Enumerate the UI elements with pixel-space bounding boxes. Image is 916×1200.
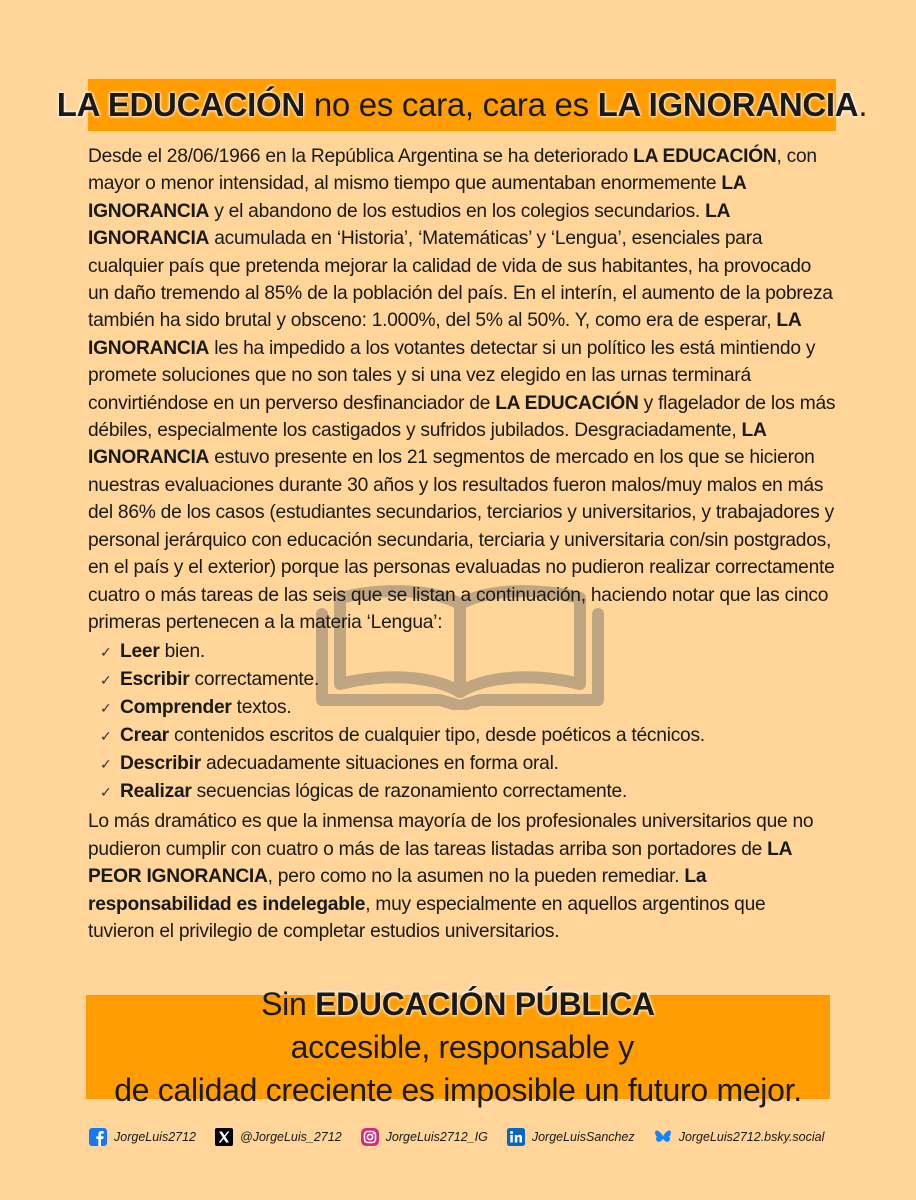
check-icon: ✓ bbox=[100, 756, 112, 773]
conclusion-text: Lo más dramático es que la inmensa mayoría de los profesionales universitarios que no pudieron cumplir con cuatro o más de las tareas listadas arriba son portadores de bbox=[88, 811, 814, 860]
task-verb: Escribir bbox=[120, 669, 190, 691]
closing-line-2: de calidad creciente es imposible un futuro mejor. bbox=[114, 1071, 802, 1108]
task-verb: Realizar bbox=[120, 781, 192, 803]
list-item bbox=[100, 666, 836, 694]
conclusion-emphasis: LA PEOR IGNORANCIA bbox=[88, 838, 792, 888]
conclusion-paragraph bbox=[88, 808, 836, 945]
closing-banner bbox=[86, 985, 830, 1108]
list-item bbox=[100, 722, 836, 750]
task-rest: textos. bbox=[231, 697, 292, 719]
closing-line-1 bbox=[86, 983, 830, 1069]
x-icon bbox=[214, 1127, 234, 1147]
social-handle: JorgeLuis2712.bsky.social bbox=[678, 1130, 825, 1144]
title-middle: no es cara, cara es bbox=[304, 86, 598, 123]
intro-text: y flagelador de los más débiles, especialmente los castigados y sufridos jubilados. Desgraciadamente, bbox=[88, 392, 836, 442]
intro-emphasis: LA EDUCACIÓN bbox=[495, 392, 639, 414]
conclusion-text: , muy especialmente en aquellos argentinos que tuvieron el privilegio de completar estudios universitarios. bbox=[88, 893, 766, 942]
task-verb: Describir bbox=[120, 753, 201, 775]
list-item bbox=[100, 694, 836, 722]
intro-emphasis: LA IGNORANCIA bbox=[88, 420, 766, 469]
task-rest: secuencias lógicas de razonamiento correctamente. bbox=[191, 781, 628, 803]
instagram-icon bbox=[360, 1127, 380, 1147]
task-rest: correctamente. bbox=[189, 669, 320, 691]
intro-text: Desde el 28/06/1966 en la República Argentina se ha deteriorado bbox=[88, 146, 634, 167]
task-verb: Comprender bbox=[120, 697, 232, 719]
social-link-x[interactable] bbox=[214, 1127, 342, 1147]
check-icon: ✓ bbox=[100, 784, 112, 801]
conclusion-emphasis: La responsabilidad es indelegable bbox=[88, 866, 707, 915]
task-verb: Leer bbox=[120, 641, 160, 663]
task-list bbox=[88, 638, 836, 806]
task-rest: contenidos escritos de cualquier tipo, desde poéticos a técnicos. bbox=[168, 725, 705, 747]
check-icon: ✓ bbox=[100, 644, 112, 661]
social-handle: JorgeLuis2712_IG bbox=[385, 1130, 488, 1144]
social-handle: JorgeLuis2712 bbox=[114, 1130, 197, 1144]
task-verb: Crear bbox=[120, 725, 169, 747]
social-link-instagram[interactable] bbox=[360, 1127, 488, 1147]
task-rest: adecuadamente situaciones en forma oral. bbox=[200, 753, 559, 775]
closing-strong: EDUCACIÓN PÚBLICA bbox=[315, 985, 655, 1022]
intro-text: estuvo presente en los 21 segmentos de mercado en los que se hicieron nuestras evaluaciones durante 30 años y los resultados fueron malos/muy malos en más del 86% de los casos (estudiantes secundarios, terciarios y universitarios, y trabajadores y personal jerárquico con educación secundaria, terciaria y universitaria con/sin postgrados, en el país y el exterior) porque las personas evaluadas no pudieron realizar correctamente cuatro o más tareas de las seis que se listan a continuación, haciendo notar que las cinco primeras pertenecen a la materia ‘Lengua’: bbox=[88, 447, 835, 633]
check-icon: ✓ bbox=[100, 728, 112, 745]
conclusion-text: , pero como no la asumen no la pueden remediar. bbox=[267, 866, 685, 888]
intro-emphasis: LA IGNORANCIA bbox=[88, 310, 801, 359]
facebook-icon bbox=[88, 1127, 108, 1147]
intro-text: les ha impedido a los votantes detectar si un político les está mintiendo y promete soluciones que no son tales y si una vez elegido en las urnas terminará convirtiéndose en un perverso desfinanciador de bbox=[88, 337, 816, 414]
closing-post: accesible, responsable y bbox=[282, 1028, 634, 1065]
list-item bbox=[100, 638, 836, 666]
intro-emphasis: LA IGNORANCIA bbox=[88, 200, 730, 250]
body-text bbox=[88, 143, 836, 945]
social-link-linkedin[interactable] bbox=[506, 1127, 635, 1147]
intro-text: acumulada en ‘Historia’, ‘Matemáticas’ y ‘Lengua’, esenciales para cualquier país que pretenda mejorar la calidad de vida de sus habitantes, ha provocado un daño tremendo al 85% de la población del país. En el interín, el aumento de la pobreza también ha sido brutal y obsceno: 1.000%, del 5% al 50%. Y, como era de esperar, bbox=[88, 228, 833, 332]
social-handle: @JorgeLuis_2712 bbox=[240, 1130, 342, 1144]
linkedin-icon bbox=[506, 1127, 526, 1147]
task-rest: bien. bbox=[159, 641, 205, 663]
list-item bbox=[100, 750, 836, 778]
social-links bbox=[88, 1125, 836, 1149]
intro-text: y el abandono de los estudios en los colegios secundarios. bbox=[209, 200, 706, 222]
title-banner bbox=[56, 79, 868, 131]
title-strong-2: LA IGNORANCIA bbox=[597, 86, 859, 123]
title-strong-1: LA EDUCACIÓN bbox=[56, 86, 305, 123]
intro-emphasis: LA EDUCACIÓN bbox=[633, 146, 777, 167]
social-link-bluesky[interactable] bbox=[653, 1127, 825, 1147]
check-icon: ✓ bbox=[100, 672, 112, 689]
intro-text: , con mayor o menor intensidad, al mismo tiempo que aumentaban enormemente bbox=[88, 146, 817, 195]
intro-emphasis: LA IGNORANCIA bbox=[88, 173, 746, 222]
closing-pre: Sin bbox=[261, 985, 316, 1022]
social-link-facebook[interactable] bbox=[88, 1127, 196, 1147]
list-item bbox=[100, 778, 836, 806]
check-icon: ✓ bbox=[100, 700, 112, 717]
title-end: . bbox=[858, 86, 868, 123]
bluesky-icon bbox=[653, 1127, 673, 1147]
intro-paragraph bbox=[88, 143, 836, 636]
social-handle: JorgeLuisSanchez bbox=[531, 1130, 635, 1144]
